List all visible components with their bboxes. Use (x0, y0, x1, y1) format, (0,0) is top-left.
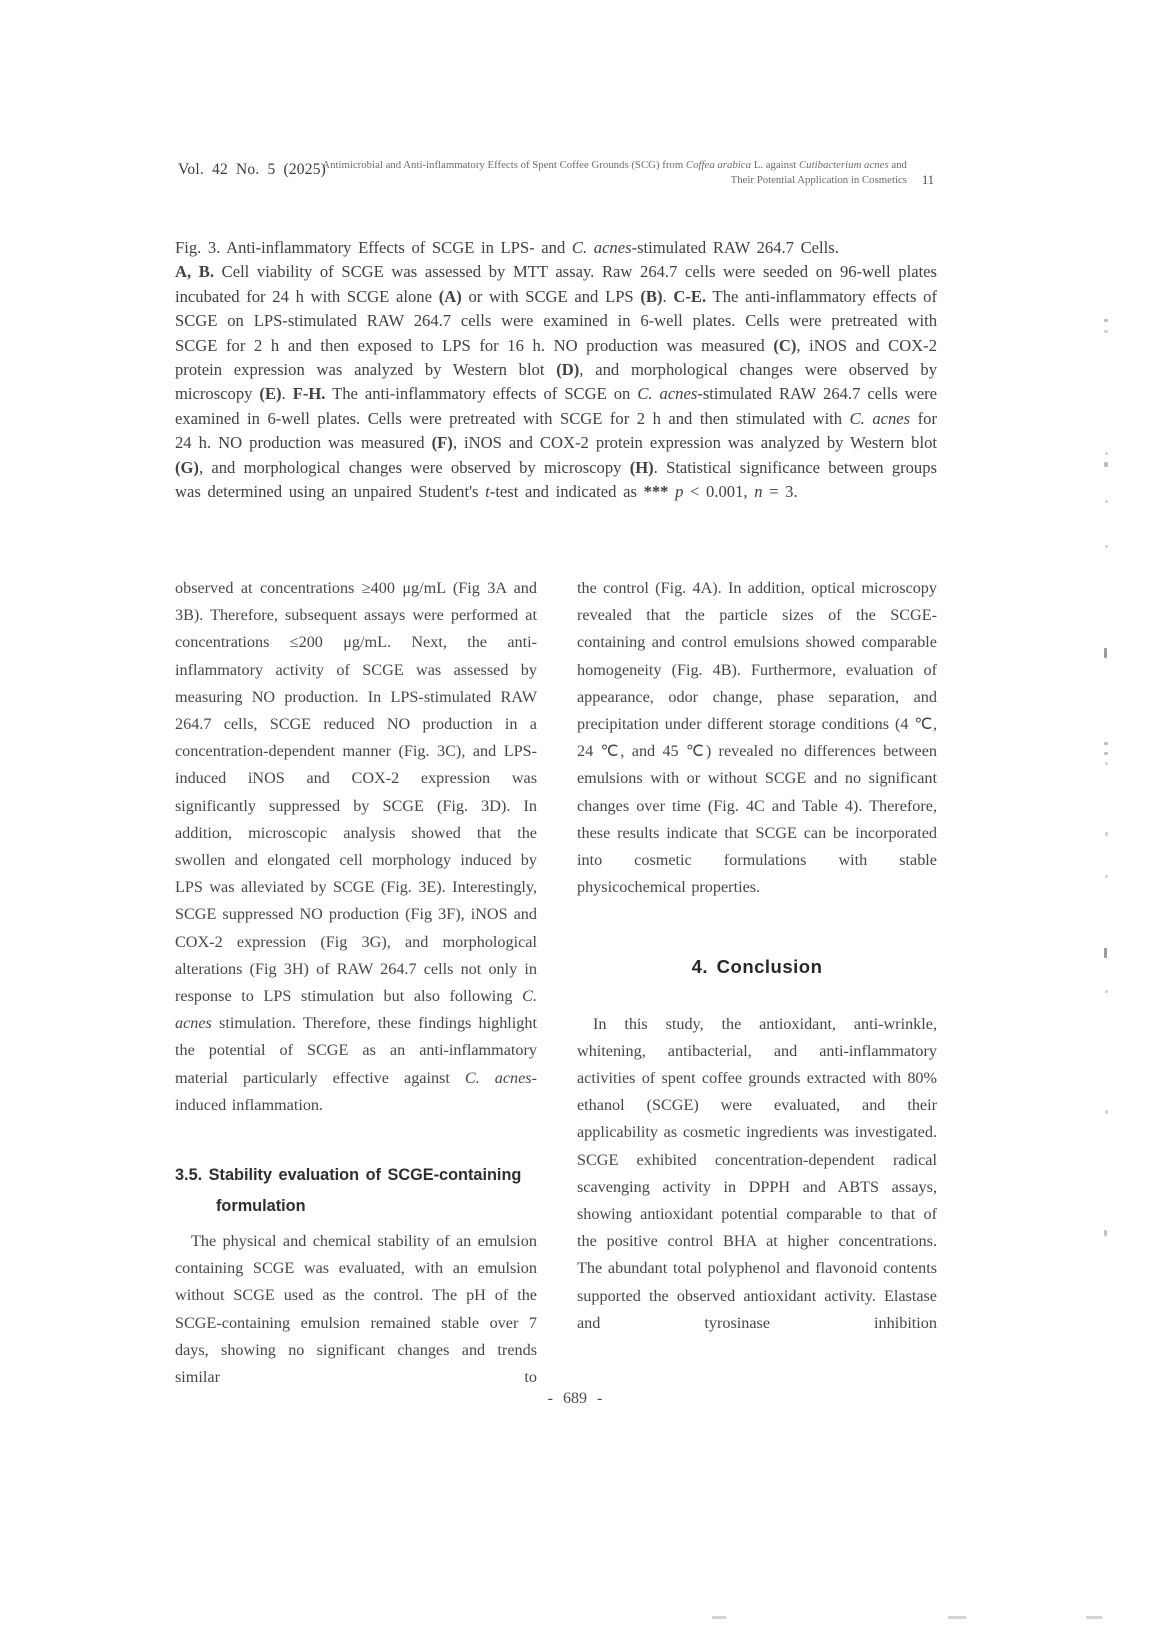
left-paragraph-1: observed at concentrations ≥400 μg/mL (Fig 3A and 3B). Therefore, subsequent assays were performed at concentrations ≤200 μg/mL. Next, the anti-inflammatory activity of SCGE was assessed by measuring NO production. In LPS-stimulated RAW 264.7 cells, SCGE reduced NO production in a concentration-dependent manner (Fig. 3C), and LPS-induced iNOS and COX-2 expression was significantly suppressed by SCGE (Fig. 3D). In addition, microscopic analysis showed that the swollen and elongated cell morphology induced by LPS was alleviated by SCGE (Fig. 3E). Interestingly, SCGE suppressed NO production (Fig 3F), iNOS and COX-2 expression (Fig 3G), and morphological alterations (Fig 3H) of RAW 264.7 cells not only in response to LPS stimulation but also following C. acnes stimulation. Therefore, these findings highlight the potential of SCGE as an anti-inflammatory material particularly effective against C. acnes-induced inflammation. (175, 579, 538, 1114)
running-title-line1: Antimicrobial and Anti-inflammatory Effects of Spent Coffee Grounds (SCG) from Coffea arabica L. against Cutibacterium acnes and (322, 159, 907, 171)
scan-artifact (1105, 545, 1108, 548)
right-paragraph-2: In this study, the antioxidant, anti-wrinkle, whitening, antibacterial, and anti-inflammatory activities of spent coffee grounds extracted with 80% ethanol (SCGE) were evaluated, and their applicability as cosmetic ingredients was investigated. SCGE exhibited concentration-dependent radical scavenging activity in DPPH and ABTS assays, showing antioxidant potential comparable to that of the positive control BHA at higher concentrations. The abundant total polyphenol and flavonoid contents supported the observed antioxidant activity. Elastase and tyrosinase inhibition (577, 1014, 937, 1332)
left-paragraph-2: The physical and chemical stability of an emulsion containing SCGE was evaluated, with an emulsion without SCGE used as the control. The pH of the SCGE-containing emulsion remained stable over 7 days, showing no significant changes and trends similar to (175, 1232, 537, 1387)
figure-caption (175, 236, 937, 504)
scan-artifact (1105, 762, 1108, 765)
figure-caption-body: A, B. Cell viability of SCGE was assessed by MTT assay. Raw 264.7 cells were seeded on 96-well plates incubated for 24 h with SCGE alone (A) or with SCGE and LPS (B). C-E. The anti-inflammatory effects of SCGE on LPS-stimulated RAW 264.7 cells were examined in 6-well plates. Cells were pretreated with SCGE for 2 h and then exposed to LPS for 16 h. NO production was measured (C), iNOS and COX-2 protein expression was analyzed by Western blot (D), and morphological changes were observed by microscopy (E). F-H. The anti-inflammatory effects of SCGE on C. acnes-stimulated RAW 264.7 cells were examined in 6-well plates. Cells were pretreated with SCGE for 2 h and then stimulated with C. acnes for 24 h. NO production was measured (F), iNOS and COX-2 protein expression was analyzed by Western blot (G), and morphological changes were observed by microscopy (H). Statistical significance between groups was determined using an unpaired Student's t-test and indicated as *** p < 0.001, n = 3. (175, 262, 938, 502)
scan-artifact (1104, 330, 1108, 333)
running-title-line2: Their Potential Application in Cosmetics (730, 173, 907, 186)
scan-artifact (1086, 1616, 1102, 1619)
scan-artifact (1104, 948, 1107, 958)
scan-artifact (1105, 832, 1108, 836)
scan-artifact (1105, 990, 1108, 993)
left-column (175, 575, 537, 1391)
scan-artifact (1105, 875, 1108, 878)
figure-caption-title: Fig. 3. Anti-inflammatory Effects of SCGE in LPS- and C. acnes-stimulated RAW 264.7 Cells. (175, 238, 839, 257)
header-running-title-block (322, 158, 934, 187)
scan-artifact (1104, 1230, 1107, 1236)
scan-artifact (712, 1616, 726, 1619)
right-paragraph-1: the control (Fig. 4A). In addition, optical microscopy revealed that the particle sizes of the SCGE-containing and control emulsions showed comparable homogeneity (Fig. 4B). Furthermore, evaluation of appearance, odor change, phase separation, and precipitation under different storage conditions (4 ℃, 24 ℃, and 45 ℃) revealed no differences between emulsions with or without SCGE and no significant changes over time (Fig. 4C and Table 4). Therefore, these results indicate that SCGE can be incorporated into cosmetic formulations with stable physicochemical properties. (577, 579, 937, 897)
scan-artifact (1104, 742, 1108, 745)
running-title (322, 158, 907, 187)
scan-artifact (1104, 752, 1108, 755)
right-column (577, 575, 937, 1391)
scan-artifact (948, 1616, 966, 1619)
scan-artifact (1105, 500, 1108, 503)
conclusion-heading: 4. Conclusion (691, 956, 823, 978)
scan-artifact (1104, 319, 1108, 322)
page-number: 11 (921, 172, 934, 187)
scan-artifact (1105, 452, 1108, 455)
scan-artifact (1104, 462, 1108, 467)
section-heading-3-5: 3.5. Stability evaluation of SCGE-containing formulation (175, 1166, 522, 1216)
body-columns (175, 575, 937, 1391)
footer-page-label: - 689 - (547, 1390, 603, 1407)
scan-artifact (1104, 648, 1107, 658)
scan-artifact (1105, 1110, 1108, 1114)
header-volume: Vol. 42 No. 5 (2025) (178, 161, 327, 178)
